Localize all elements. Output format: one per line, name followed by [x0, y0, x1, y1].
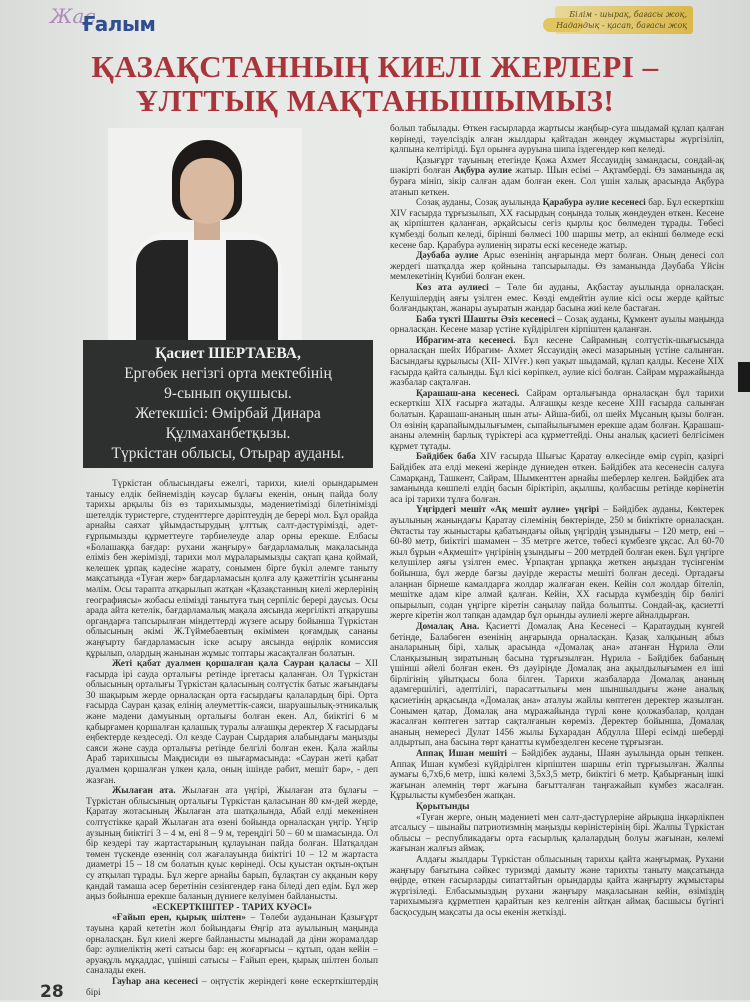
right-column [390, 124, 724, 919]
supervisor-line-1: Жетекшісі: Өмірбай Динара [135, 405, 321, 422]
motto-line-1: Білім - шырақ, бағасы жоқ, [569, 10, 687, 19]
left-column [86, 479, 378, 998]
paragraph: Баба түкті Шашты Әзіз кесенесі – Созақ ауданы, Құмкент ауылы маңында орналасқан. Кесене мазар үстіне күйдірілген кірпіштен қаланған. [390, 314, 724, 336]
paragraph: Алдағы жылдары Түркістан облысының тарихы қайта жаңғырмақ. Рухани жаңғыру бағытына сәйкес туризмді дамыту және тарихты таныту мақсатында өңірде, өткен ғасырларды сипаттайтын орындарды қайта жаңғырту жұмыстары жүргізіледі. Елбасымыздың рухани жаңғыру мақаласынан кейін, өзіміздің тарихымызға құрметпен қарайтын кез келгенін айтқан аймақ басшысы бүгінгі басқосудың мақсаты да осы екенін жеткізді. [390, 854, 724, 918]
motto-banner [555, 6, 693, 34]
author-caption [83, 340, 373, 468]
author-name: Қасиет ШЕРТАЕВА, [155, 345, 301, 362]
title-line-2: ҰЛТТЫҚ МАҚТАНЫШЫМЫЗ! [135, 83, 615, 118]
author-grade: 9-сынып оқушысы. [164, 385, 292, 402]
paragraph: Аппақ Ишан мешіті – Бәйдібек ауданы, Шаян ауылында орын тепкен. Аппақ Ишан күмбезі күйдірілген кірпіштен шаршы етіп тұрғызылған. Жалпы аумағы 6,7х6,6 метр, ішкі көлемі 3,5х3,5 метр, биіктігі 6 метр. Қабырғаның ішкі жағынан әлемнің төрт жағына бағытталған таңғажайып күмбез жасалған. Құрылысты күмбезбен жапқан. [390, 749, 724, 802]
logo-brand: Ғалым [82, 12, 156, 36]
paragraph: Созақ ауданы, Созақ ауылында Қарабура әулие кесенесі бар. Бұл ескерткіш XIV ғасырда тұрғызылып, XX ғасырдың соңында толық жөндеуден өткен. Кесене ақ кірпіштен қаланған, әрқайсысы сегіз қырлы қос бөлмеден тұрады. Төбесі күмбезді болып келеді, бірінші бөлмесі 100 шаршы метр, ал екінші бөлмеде ескі кесене бар. Қарабура әулиенің зираты ескі кесенеде жатыр. [390, 198, 725, 251]
magazine-logo [50, 6, 180, 36]
paragraph: Жылаған ата. Жылаған ата үңгірі, Жылаған ата бұлағы – Түркістан облысының орталығы Түркістан қаласынан 80 км-дей жерде, Қаратау жотасының Жылаған ата шатқалында, Абай елді мекенінен солтүстікке қарай Жылаған ата өзені бойында орналасқан үңгір. Үңгір аузының биіктігі 3 – 4 м, ені 8 – 9 м, тереңдігі 50 – 60 м шамасында. Ол бір кездері тау жартастарының құлауынан пайда болған. Шатқалдан төмен түскенде өзеннің сол жағалауында биіктігі 10 – 12 м жартаста диаметрі 15 – 18 см болатын қуыс көрінеді. Осы қуыстан оқтын-оқтын су атқылап тұрады. Бұл жерге арнайы барып, бұлақтан су аққанын көру қандай тамаша әсер беретінін сезінгендер ғана біледі деп едім. Бұл жер аңыз бойынша ерекше баланың дүниеге келуімен байланысты. [86, 786, 378, 903]
author-school: Ергөбек негізгі орта мектебінің [124, 365, 332, 382]
paragraph: Бәйдібек баба XIV ғасырда Шығыс Қаратау өлкесінде өмір сүріп, қазіргі Бәйдібек ата елді мекені жерінде дүниеден өткен. Бәйдібек ата кесенесін салуға Самарқанд, Ташкент, Сайрам, Шымкенттен арнайы шеберлер келген. Бәйдібек ата заманында көшпелі елдің басын біріктіріп, ақылшы, қолбасшы ретінде көрінетін аса ірі тарихи тұлға болған. [390, 452, 724, 505]
paragraph: Қазығұрт тауының етегінде Қожа Ахмет Яссауидің замандасы, сондай-ақ шәкірті болған Ақбура әулие жатыр. Шын есімі – Ақтамберді. Өз заманында ақ бураға мініп, зікір салған адам болған екен. Сол үшін халық арасында Ақбура атанып кеткен. [390, 155, 724, 198]
paragraph: «Ғайып ерен, қырық шілтен» – Төлеби ауданынан Қазығұрт тауына қарай кететін жол бойындағы Өңгір ата ауылының маңында орналасқан. Бұл киелі жерге байланысты мынадай да діни жорамалдар бар: әулиеліктің жеті сатысы бар: ең жоғарғысы – құтып, одан кейін – әруақұль мұқаддас, үшінші сатысы – Ғайып ерен, қырық шілтен болып саналады екен. [86, 913, 378, 977]
paragraph: Көз ата әулиесі – Төле би ауданы, Ақбастау ауылында орналасқан. Келушілердің аяғы үзілген емес. Көзді емдейтін әулие кісі осы жерде қайтыс болғандықтан, жанары ауыратын жандар басына жиі келе бастаған. [390, 282, 724, 315]
conclusion-heading: Қорытынды [416, 802, 470, 812]
title-line-1: ҚАЗАҚСТАННЫҢ КИЕЛІ ЖЕРЛЕРІ – [91, 49, 659, 84]
supervisor-line-2: Құлмаханбетқызы. [165, 425, 291, 442]
paragraph: Гауһар ана кесенесі – оңтүстік жеріндегі көне ескерткіштердің бірі [86, 976, 378, 998]
section-heading: «ЕСКЕРТКІШТЕР - ТАРИХ КУӘСІ» [152, 902, 312, 913]
author-photo [108, 128, 302, 341]
paragraph: Ибрагим-ата кесенесі. Бұл кесене Сайрамның солтүстік-шығысында орналасқан шейх Ибрагим- Ахмет Яссауидің әкесі мазарының үстіне салынған. Басындағы құрылысы (XII- XIVғғ.) көп уақыт шыдамай, құлап қалды. Кесене XIX ғасырда қайта салынды. Бұл кісі көріпкел, әулие кісі болған. Сайрам мұражайында жазбалар сақталған. [390, 335, 724, 389]
page-edge-tab [738, 362, 750, 392]
paragraph: «Туған жерге, оның мәдениеті мен салт-дәстүрлеріне айрықша іңкәрлікпен атсалысу – шынайы патриотизмнің маңызды көріністерінің бірі. Жалпы Түркістан облысы – республикадағы орта ғасырлық қалалардың болуы жағынан, көлемі жағынан жалғыз аймақ. [390, 812, 724, 855]
logo-script: Жас [50, 4, 96, 28]
paragraph: Үңгірдегі мешіт «Ақ мешіт әулие» үңгірі – Бәйдібек ауданы, Көктерек ауылының жанындағы Қаратау сілемінің бөктерінде, 250 м биіктікте орналасқан. Әктасты тау жыныстары қабатындағы ойық үңгірдің ұзындығы – 120 метр, ені – 60-80 метр, биіктігі шамамен – 35 метрге жетсе, төбесі күмбезге ұқсас. Ал 60-70 жыл бұрын «Ақмешіт» үңгірінің ұзындығы – 200 метрдей болған екен. Бұл үңгірге келушілер аяғы үзілген емес. Ұрпақтан ұрпаққа жеткен аңыздан түсінгенім бойынша, бұл жерде бағзы дәуірде жерасты мешіті болған деседі. Ортадағы алаңнан бірнеше камалдарға жолдар жалғаған екен. Кейін сол жолдар бітеліп, мешітке адам кіре алмай қалған. Кейін, XX ғасырда күмбездің бір бөлігі опырылып, содан үңгірге кіретін саңылау пайда болыпты. Сондай-ақ, қасиетті жерге кіретін жол тапқан адамдар бұл орынды әулиелі жерге айналдырған. [390, 505, 724, 622]
paragraph: Дәубаба әулие Арыс өзенінің аңғарында мерт болған. Оның денесі сол жердегі шатқалда жер қойнына тапсырылады. Өз заманында Дәубаба Үйсін мемлекетінің Күнбиі болған екен. [390, 251, 724, 283]
paragraph: Түркістан облысындағы ежелгі, тарихи, киелі орындарымен танысу елдік бейнеміздің кәусар бұлағы екенін, оның пайда болу тарихы арқылы біз өз тарихымызды, мәдениетімізді білетінімізді шетелдік туристерге, студенттерге дәріптеудің де берері мол. Бұл орайда арнайы саяхат ұйымдастырудың ұлттық салт-дәстүрімізді, әдет-ғұрпымызды құрметтеуге тәрбиелеуде алар орны ерекше. Елбасы «Болашаққа бағдар: рухани жаңғыру» бағдарламалық мақаласында еліміз бен жерімізді, тарихи мол мұраларымызды сақтап қана қоймай, келешек ұрпақ кәдесіне жарату, сонымен бірге бүкіл әлемге таныту мақсатында «Туған жер» бағдарламасын қолға алу қажеттігін ұсынғаны мәлім. Осы тарапта атқарылып жатқан «Қазақстанның киелі жерлерінің географиясы» жобасы елімізді танытуға тың серпіліс берері даусыз. Осы арада айта кетелік, бағдарламалық мақала аясында жергілікті атқарушы органдарға тапсырылған міндеттерді жүзеге асыру бойынша Түркістан облысының әкімі Ж.Түймебаевтың өкімімен қоғамдық сананы жаңғырту бағдарламасын іске асыру аясында өңірлік комиссия құрылып, олардың жанынан жұмыс топтары жасақталған болатын. [86, 479, 378, 659]
paragraph: Жеті қабат дуалмен қоршалған қала Сауран қаласы – XII ғасырда ірі сауда орталығы ретінде іргетасы қаланған. Ол Түркістан облысының орталығы Түркістан қаласының солтүстік батыс жағындағы 30 шақырым жерде орналасқан орта ғасырдағы қалалардың бірі. Орта ғасырда Сауран қазақ елінің әлеуметтік-саяси, шаруашылық-этникалық және мәдени дамуының орталығы болған екен. Ал, биіктігі 6 м қабырғамен қоршалған қалашық туралы алғашқы деректер X ғасырдағы еңбектерде кездеседі. Ол кезде Сауран Сырдария алабындағы маңызды саяси және сауда орталығы ретінде белгілі болған екен. Қала жайлы Араб тарихшысы Мақдисиди өз шығармасында: «Сауран жеті қабат дуалмен қоршалған үлкен қала, оның ішінде рабит, мешіт бар», - деп жазған. [86, 659, 378, 786]
page-number: 28 [40, 982, 64, 1002]
motto-line-2: Надандық - қасап, бағасы жоқ [556, 21, 687, 30]
author-region: Түркістан облысы, Отырар ауданы. [111, 445, 345, 462]
article-title [0, 50, 750, 118]
paragraph: Қарашаш-ана кесенесі. Сайрам орталығында орналасқан бұл тарихи ескерткіш XIX ғасырға жатады. Алғашқы кезде кесене XIII ғасырда салынған болатын. Қарашаш-ананың шын аты- Айша-бибі, ол шейх Мұсаның қызы болған. Ол өзінің қарапайымдылығымен, сыпайылығымен ерекше адам болған. Қарашаш-ананы әлемнің барлық түріктері аса құрметтейді. Оны аналық қасиеті белгісімен құрмет тұтады. [390, 388, 724, 452]
paragraph: Домалақ Ана. Қасиетті Домалақ Ана Кесенесі – Қаратаудың күнгей бетінде, Балабөген өзенінің аңғарында орналасқан. Қазақ халқының абыз аналарының бірі, халық арасында «Домалақ ана» атанған Нұрила Әли Сланқызының зиратының басына тұрғызылған. Нұрила - Бәйдібек бабаның үшінші әйелі болған екен. Өз дәуірінде Домалақ ана ақылдылығымен ел іші бірлігінің ұйытқысы бола білген. Тарихи жазбаларда Домалақ ананың адамгершілігі, әдептілігі, парасаттылығы мен шыншылдығы және аналық қасиетінің арқасында «Домалақ ана» аталуы жайлы көптеген деректер жазылған. Сонымен қатар, Домалақ ана мұражайында түрлі көне қолжазбалар, қолдан жасалған көптеген заттар сақталғанын көреміз. Деректер бойынша, Домалақ ананың немересі Дулат 1456 жылы Бұхарадан Абдулла Шері есімді шеберді алдыртып, ана басына төрт қанатты күмбезделген кесене тұрғызған. [390, 621, 724, 749]
paragraph: болып табылады. Өткен ғасырларда жартысы жаңбыр-суға шыдамай құлап қалған көрінеді, тәуелсіздік алған жылдары қайтадан жөндеу жұмыстары жүргізіліп, қалпына келтірілді. Бұл орынға ауруына шипа іздегендер көп келеді. [390, 124, 724, 156]
